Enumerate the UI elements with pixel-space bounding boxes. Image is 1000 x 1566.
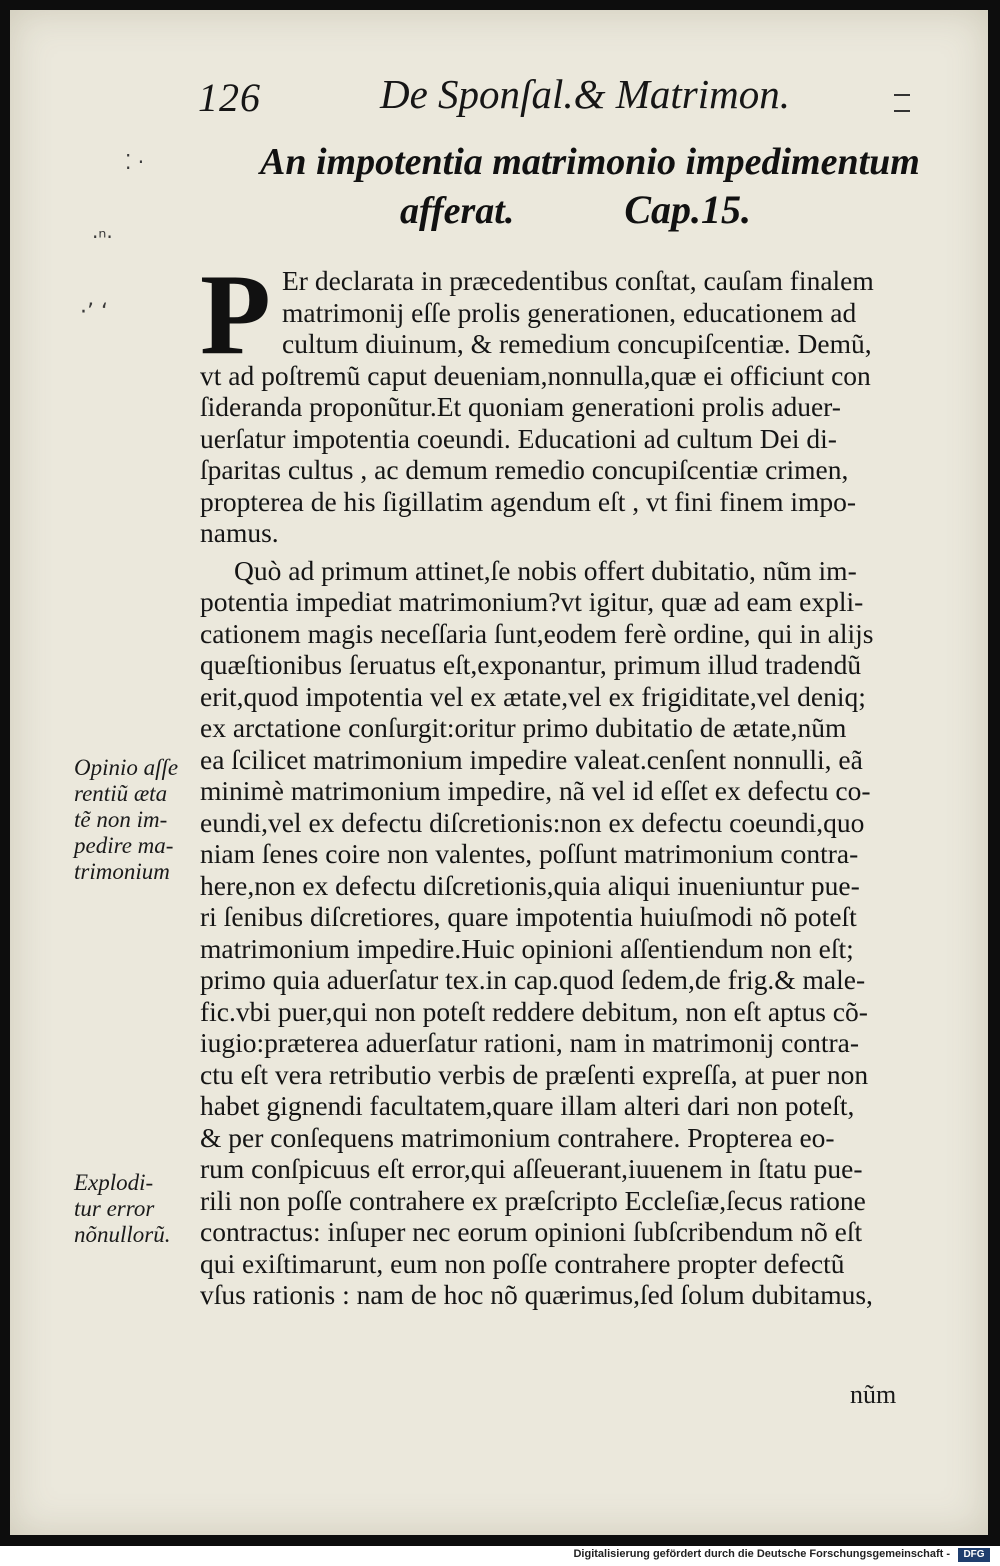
page-number: 126 bbox=[198, 75, 261, 120]
drop-cap-initial: P bbox=[200, 251, 271, 379]
running-title: De Sponſal.& Matrimon. bbox=[380, 71, 790, 117]
marginal-note-line: tẽ non im- bbox=[74, 807, 168, 832]
text-line: iugio:præterea aduerſatur rationi, nam in matrimonij contra- bbox=[200, 1027, 860, 1058]
chapter-title-line-2 bbox=[260, 186, 920, 235]
marginal-note-line: trimonium bbox=[74, 859, 170, 884]
digitization-credit: Digitalisierung gefördert durch die Deutsche Forschungsgemeinschaft - bbox=[573, 1548, 950, 1560]
text-line: matrimonij eſſe prolis generationen, educationem ad bbox=[282, 296, 857, 328]
text-line: qui exiſtimarunt, eum non poſſe contrahere propter defectũ bbox=[200, 1247, 845, 1279]
text-line: rum conſpicuus eſt error,qui aſſeuerant,iuuenem in ſtatu pue- bbox=[200, 1153, 863, 1184]
text-line: fic.vbi puer,qui non poteſt reddere debitum, non eſt aptus cõ- bbox=[200, 995, 868, 1027]
catchword: nũm bbox=[850, 1380, 897, 1409]
marginal-note-line: Opinio aſſe bbox=[74, 755, 179, 780]
text-line: ea ſcilicet matrimonium impedire valeat.cenſent nonnulli, eã bbox=[200, 743, 863, 775]
text-line: primo quia aduerſatur tex.in cap.quod ſedem,de frig.& male- bbox=[200, 964, 866, 995]
ink-smudge-mark: ·ⁿ· bbox=[92, 225, 113, 249]
paragraph-1 bbox=[200, 251, 950, 549]
text-line: vſus rationis : nam de hoc nõ quærimus,ſed ſolum dubitamus, bbox=[200, 1279, 873, 1310]
text-line: habet gignendi facultatem,quare illam alteri dari non poteſt, bbox=[200, 1090, 855, 1121]
marginal-note-line: Explodi- bbox=[74, 1170, 154, 1195]
text-line: ſideranda proponũtur.Et quoniam generationi prolis aduer- bbox=[200, 391, 841, 422]
text-line: namus. bbox=[200, 517, 279, 548]
marginal-note-line: tur error bbox=[74, 1196, 155, 1221]
marginal-note bbox=[74, 755, 194, 885]
ink-smudge-mark: ·’ ‘ bbox=[80, 300, 108, 325]
text-line: ex arctatione conſurgit:oritur primo dubitatio de ætate,nũm bbox=[200, 712, 847, 743]
text-line: cultum diuinum, & remedium concupiſcentiæ. Demũ, bbox=[282, 328, 872, 359]
text-line: rili non poſſe contrahere ex præſcripto Eccleſiæ,ſecus ratione bbox=[200, 1184, 866, 1216]
text-line: & per conſequens matrimonium contrahere. Propterea eo- bbox=[200, 1121, 835, 1153]
ink-smudge-mark: ⁚ · bbox=[125, 150, 145, 174]
chapter-title-line-1: An impotentia matrimonio impedimentum bbox=[260, 141, 920, 183]
body-text bbox=[200, 251, 950, 1311]
dfg-logo: DFG bbox=[958, 1548, 990, 1562]
book-page bbox=[10, 10, 988, 1535]
text-line: Quò ad primum attinet,ſe nobis offert dubitatio, nũm im- bbox=[234, 554, 857, 586]
text-line: here,non ex defectu diſcretionis,quia aliqui inueniuntur pue- bbox=[200, 869, 860, 901]
marginal-note-line: nõnullorũ. bbox=[74, 1222, 171, 1247]
chapter-heading bbox=[260, 138, 920, 235]
text-line: vt ad poſtremũ caput deueniam,nonnulla,quæ ei officiunt con bbox=[200, 359, 871, 391]
text-line: erit,quod impotentia vel ex ætate,vel ex frigiditate,vel deniq; bbox=[200, 680, 866, 712]
marginal-note-line: rentiũ æta bbox=[74, 781, 168, 806]
text-line: cationem magis neceſſaria ſunt,eodem ferè ordine, qui in alijs bbox=[200, 617, 874, 649]
text-line: contractus: inſuper nec eorum opinioni ſubſcribendum nõ eſt bbox=[200, 1216, 863, 1247]
text-line: quæſtionibus ſeruatus eſt,exponantur, primum illud tradendũ bbox=[200, 649, 862, 680]
text-line: ſparitas cultus , ac demum remedio concupiſcentiæ crimen, bbox=[200, 454, 849, 485]
text-line: Er declarata in præcedentibus conſtat, cauſam finalem bbox=[282, 265, 874, 296]
chapter-title-end: afferat. bbox=[400, 190, 515, 232]
corner-mark bbox=[894, 94, 910, 112]
footer-bar bbox=[0, 1546, 1000, 1566]
text-line: propterea de his ſigillatim agendum eſt , vt fini finem impo- bbox=[200, 485, 857, 517]
marginal-note bbox=[74, 1170, 194, 1248]
text-line: matrimonium impedire.Huic opinioni aſſentiendum non eſt; bbox=[200, 932, 854, 964]
text-line: ri ſenibus diſcretiores, quare impotentia huiuſmodi nõ poteſt bbox=[200, 901, 857, 932]
text-line: potentia impediat matrimonium?vt igitur, quæ ad eam expli- bbox=[200, 586, 864, 617]
text-line: minimè matrimonium impedire, nã vel id eſſet ex defectu co- bbox=[200, 775, 871, 806]
text-line: uerſatur impotentia coeundi. Educationi ad cultum Dei di- bbox=[200, 422, 837, 454]
text-line: eundi,vel ex defectu diſcretionis:non ex defectu coeundi,quo bbox=[200, 806, 865, 838]
text-line: ctu eſt vera retributio verbis de præſenti expreſſa, at puer non bbox=[200, 1058, 869, 1090]
running-head bbox=[10, 58, 988, 128]
text-line: niam ſenes coire non valentes, poſſunt matrimonium contra- bbox=[200, 838, 859, 869]
paragraph-2 bbox=[200, 555, 950, 1311]
chapter-number: Cap.15. bbox=[624, 187, 752, 232]
marginal-note-line: pedire ma- bbox=[74, 833, 174, 858]
